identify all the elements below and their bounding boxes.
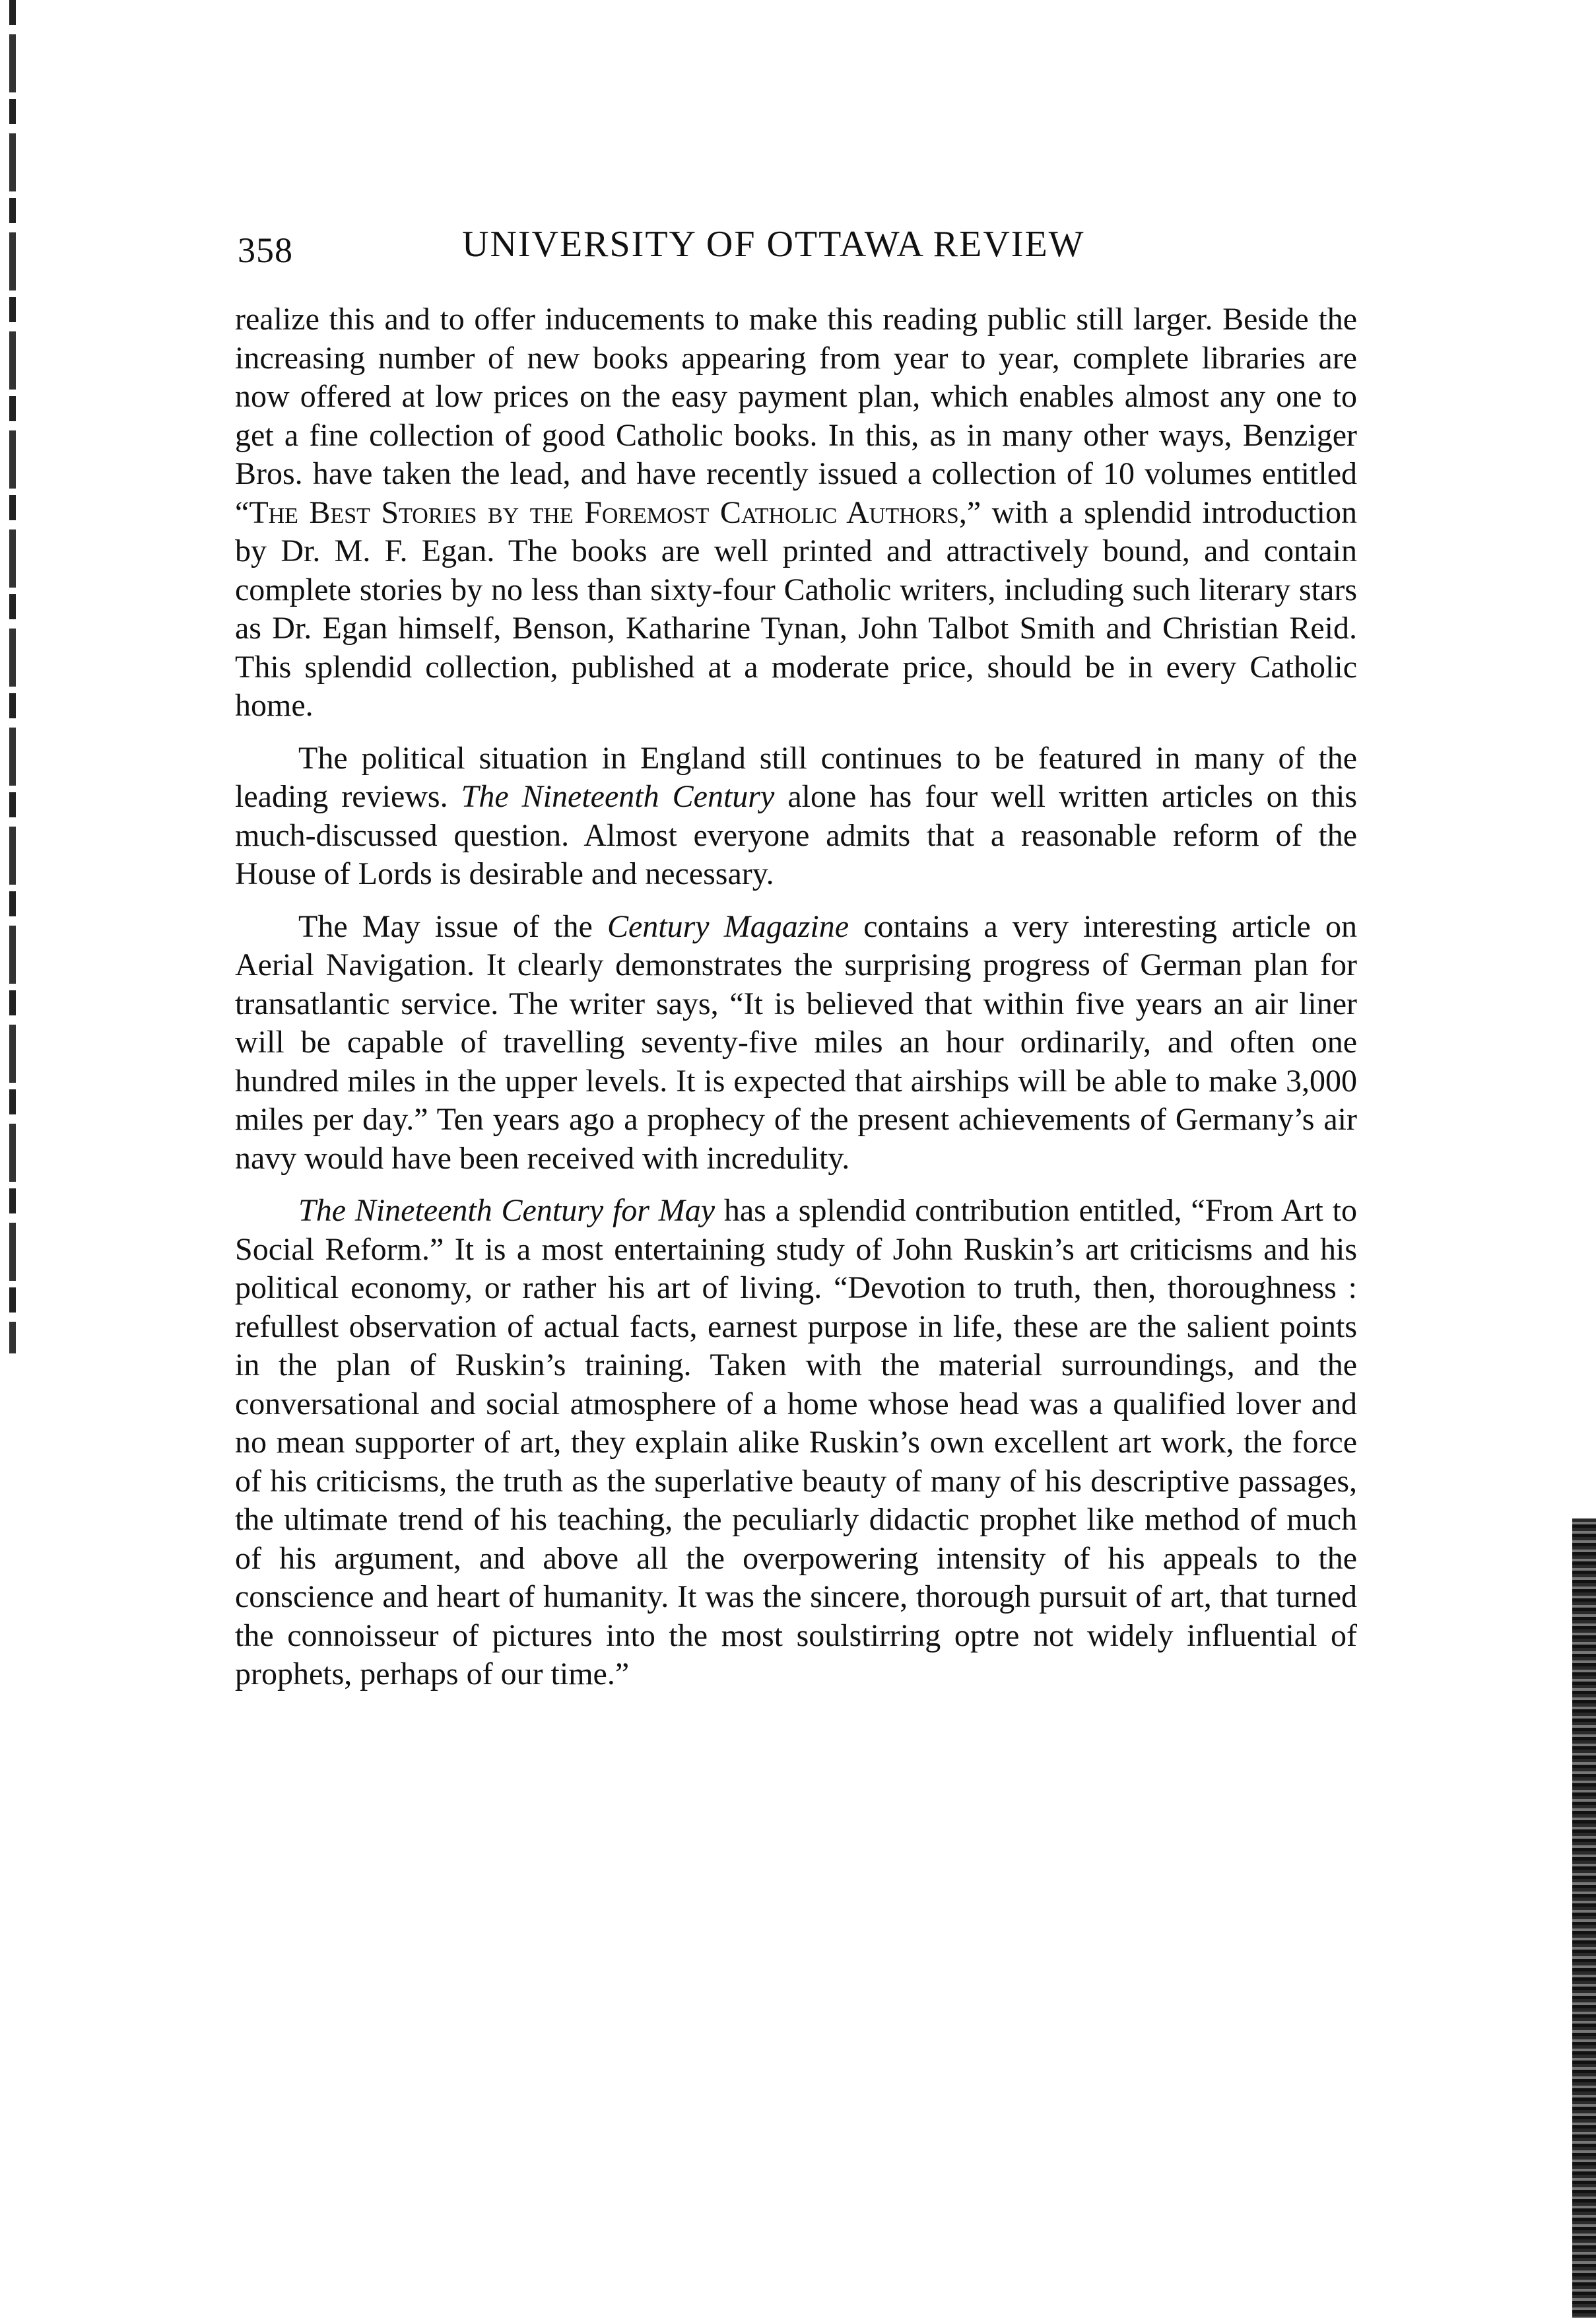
periodical-title: The Nineteenth Century for May	[298, 1193, 715, 1228]
text-run: refullest observation of actual facts, earnest purpose in life, these are the salient points in the plan of Ruskin’s training. Taken with the material surroundings, and the conversational and social atmosphere of a home whose head was a qualified lover and no mean supporter of art, they explain alike Ruskin’s own excellent art work, the force of his criticisms, the truth as the superlative beauty of many of his descriptive passages, the ultimate trend of his teaching, the peculiarly didactic prophet like method of much of his argument, and above all the overpowering intensity of his appeals to the conscience and heart of humanity. It was the sincere, thorough pursuit of art, that turned the connoisseur of pictures into the most soulstirring optre not widely influential of prophets, perhaps of our time.”	[235, 1309, 1357, 1691]
text-run: The May issue of the	[298, 908, 607, 944]
periodical-title: Century Magazine	[607, 908, 849, 944]
book-title-small-caps: The Best Stories by the Foremost Catholic Authors	[249, 494, 959, 530]
page-number: 358	[238, 230, 293, 270]
paragraph-aerial-navigation	[235, 908, 1357, 1178]
text-run: alone has four well written articles on this much-discussed question. Almost everyone admits that a reasonable reform of the House of Lords is desirable and necessary.	[235, 779, 1357, 891]
paragraph-ruskin	[235, 1192, 1357, 1694]
article-body	[235, 300, 1357, 1694]
paragraph-catholic-books	[235, 300, 1357, 726]
scan-edge-artifact-left	[9, 0, 16, 1353]
scan-edge-artifact-right	[1572, 1518, 1596, 2318]
periodical-title: The Nineteenth Century	[461, 779, 775, 814]
text-run: realize this and to offer inducements to make this reading public still larger. Beside the increasing number of new books appearing from year to year, complete libraries are now offered at low prices on the easy payment plan, which enables almost any one to get a fine collection of good Catholic books. In this, as in many other ways, Benziger Bros. have taken the lead, and have recently issued a collection of 10 volumes entitled “	[235, 302, 1357, 530]
text-run: has a splendid contribution entitled, “From Art to Social Reform.” It is a most entertaining study of John Ruskin’s art criticisms and his political economy, or rather his art of living. “Devotion to truth, then, thoroughness :	[235, 1193, 1357, 1305]
paragraph-political-situation	[235, 739, 1357, 894]
text-run: contains a very interesting article on Aerial Navigation. It clearly demonstrates the surprising progress of German plan for transatlantic service. The writer says, “It is believed that within five years an air liner will be capable of travelling seventy-five miles an hour ordinarily, and often one hundred miles in the upper levels. It is expected that airships will be able to make 3,000 miles per day.” Ten years ago a prophecy of the present achievements of Germany’s air navy would have been received with incredulity.	[235, 908, 1358, 1176]
page-header	[238, 223, 1373, 276]
text-run: The political situation in England still continues to be featured in many of the leading reviews.	[235, 740, 1357, 814]
running-title: UNIVERSITY OF OTTAWA REVIEW	[462, 224, 1085, 265]
text-run: ,” with a splendid introduction by Dr. M. F. Egan. The books are well printed and attractively bound, and contain complete stories by no less than sixty-four Catholic writers, including such literary stars as Dr. Egan himself, Benson, Katharine Tynan, John Talbot Smith and Christian Reid. This splendid collection, published at a moderate price, should be in every Catholic home.	[235, 494, 1357, 723]
